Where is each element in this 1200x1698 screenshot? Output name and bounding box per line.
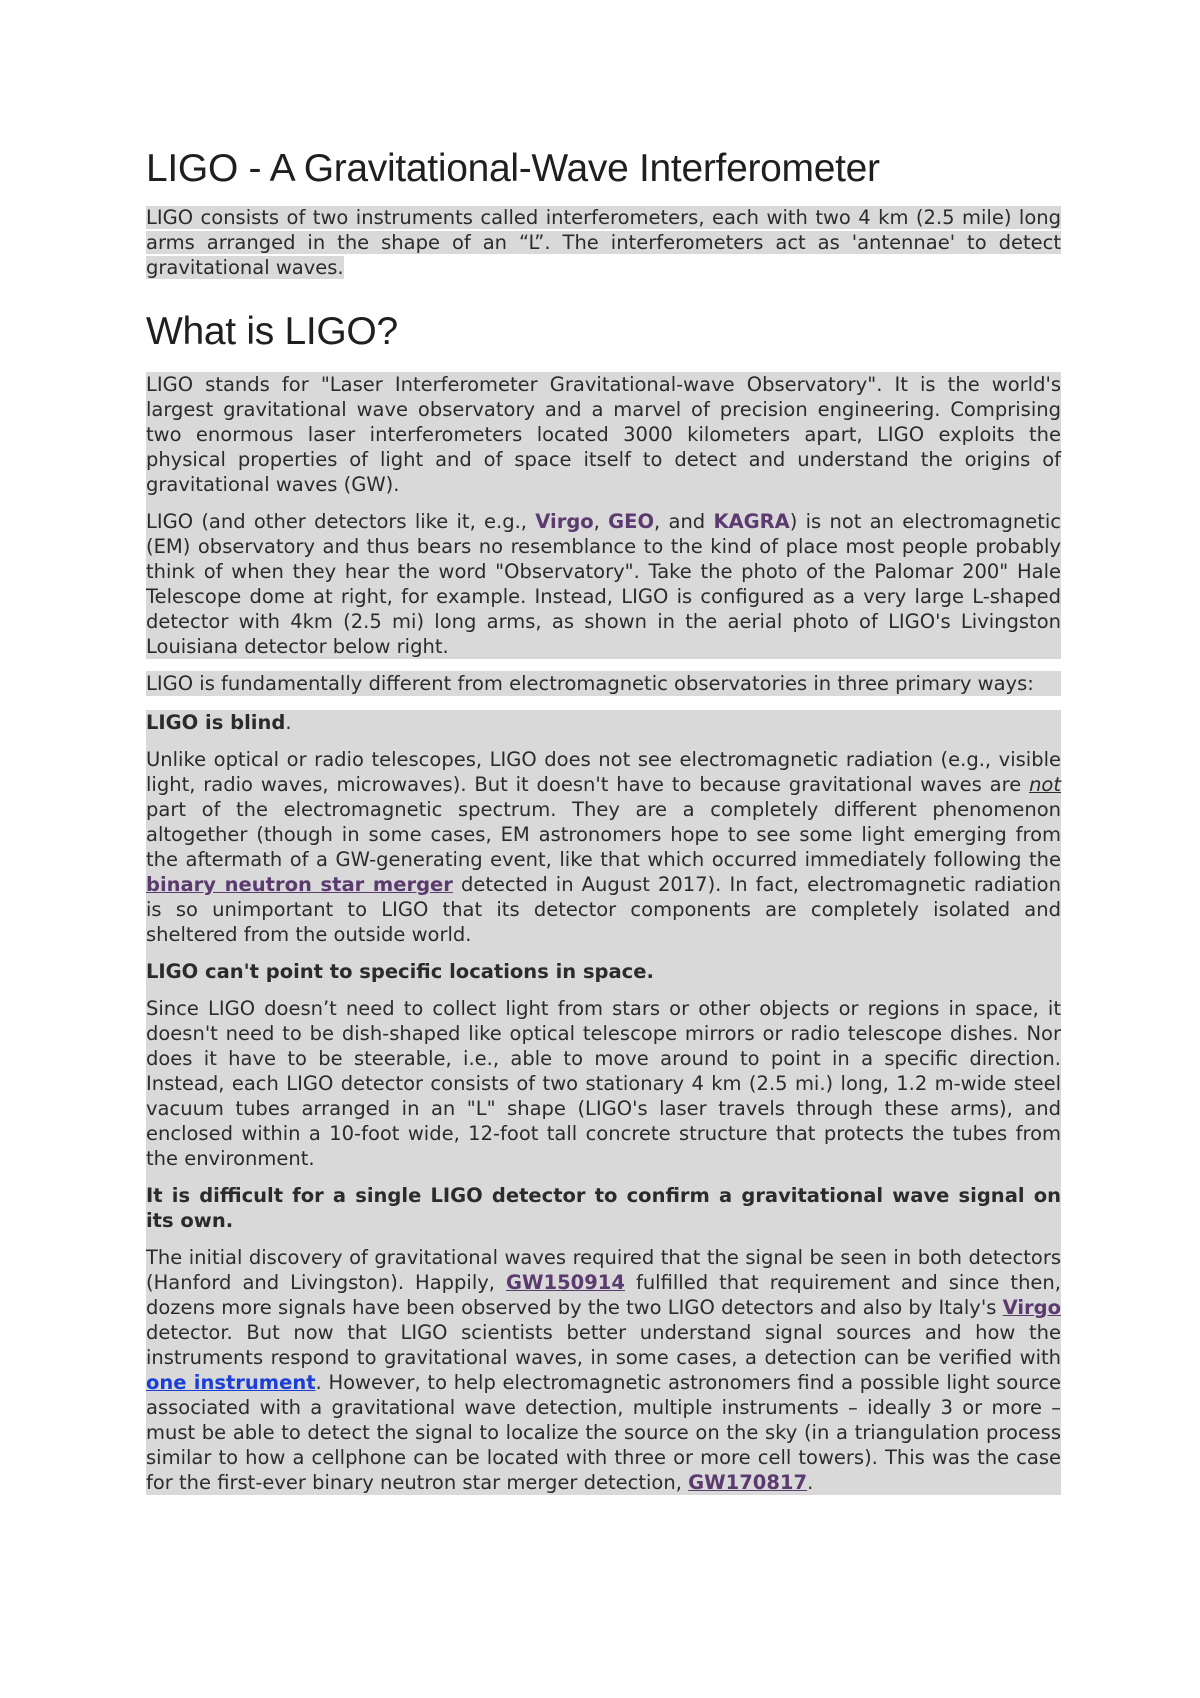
- point2-heading: LIGO can't point to specific locations in space.: [146, 960, 654, 983]
- highlighted-content: [146, 372, 1061, 659]
- paragraph-gap: [146, 1233, 1061, 1245]
- point3-text-3: detector. But now that LIGO scientists better understand signal sources and how the instruments respond to gravitational waves, in some cases, a detection can be verified with: [146, 1321, 1061, 1369]
- binary-neutron-star-merger-link[interactable]: binary neutron star merger: [146, 873, 453, 896]
- paragraph-gap: [146, 735, 1061, 747]
- kagra-link[interactable]: KAGRA: [713, 510, 790, 533]
- point1-heading-text: LIGO is blind: [146, 711, 286, 734]
- para2-text-before: LIGO (and other detectors like it, e.g.,: [146, 510, 536, 533]
- document-page: [146, 145, 1061, 1495]
- point3-text-1: The initial discovery of gravitational waves required that the signal be seen in both detectors (Hanford and Livingston). Happily,: [146, 1246, 1061, 1294]
- intro-paragraph: [146, 205, 1061, 280]
- paragraph-gap: [146, 1171, 1061, 1183]
- paragraph-not-em-observatory: [146, 509, 1061, 659]
- geo-link[interactable]: GEO: [608, 510, 655, 533]
- virgo-detector-link[interactable]: Virgo: [1002, 1296, 1061, 1319]
- para2-text-after: ) is not an electromagnetic (EM) observatory and thus bears no resemblance to the kind of place most people probably think of when they hear the word "Observatory". Take the photo of the Palomar 200" Hale Telescope dome at right, for example. Instead, LIGO is configured as a very large L-shaped detector with 4km (2.5 mi) long arms, as shown in the aerial photo of LIGO's Livingston Louisiana detector below right.: [146, 510, 1061, 658]
- point3-heading: It is difficult for a single LIGO detector to confirm a gravitational wave signal on its own.: [146, 1184, 1061, 1232]
- paragraph-gap: [146, 947, 1061, 959]
- page-title: LIGO - A Gravitational-Wave Interferometer: [146, 147, 880, 190]
- one-instrument-link[interactable]: one instrument: [146, 1371, 316, 1394]
- point1-body: [146, 747, 1061, 947]
- point1-text-2: part of the electromagnetic spectrum. They are a completely different phenomenon altogether (though in some cases, EM astronomers hope to see some light emerging from the aftermath of a GW-generating event, like that which occurred immediately following the: [146, 798, 1061, 871]
- point3-body: [146, 1245, 1061, 1495]
- para2-separator-1: ,: [593, 510, 609, 533]
- point2-body: Since LIGO doesn’t need to collect light from stars or other objects or regions in space, it doesn't need to be dish-shaped like optical telescope mirrors or radio telescope dishes. Nor does it have to be steerable, i.e., able to move around to point in a specific direction. Instead, each LIGO detector consists of two stationary 4 km (2.5 mi.) long, 1.2 m-wide steel vacuum tubes arranged in an "L" shape (LIGO's laser travels through these arms), and enclosed within a 10-foot wide, 12-foot tall concrete structure that protects the tubes from the environment.: [146, 997, 1061, 1170]
- point3-text-2: fulfilled that requirement and since then, dozens more signals have been observed by the two LIGO detectors and also by Italy's: [146, 1271, 1061, 1319]
- paragraph-gap: [146, 497, 1061, 509]
- point1-text-1: Unlike optical or radio telescopes, LIGO does not see electromagnetic radiation (e.g., visible light, radio waves, microwaves). But it doesn't have to because gravitational waves are: [146, 748, 1061, 796]
- gw150914-link[interactable]: GW150914: [506, 1271, 625, 1294]
- white-gap-2: [146, 696, 1061, 710]
- para2-separator-2: , and: [654, 510, 714, 533]
- paragraph-gap: [146, 984, 1061, 996]
- point3-text-4: . However, to help electromagnetic astronomers find a possible light source associated with a gravitational wave detection, multiple instruments – ideally 3 or more – must be able to detect the signal to localize the source on the sky (in a triangulation process similar to how a cellphone can be located with three or more cell towers). This was the case for the first-ever binary neutron star merger detection,: [146, 1371, 1061, 1494]
- paragraph-three-ways: LIGO is fundamentally different from electromagnetic observatories in three primary ways:: [146, 672, 1034, 695]
- point1-text-3: detected in August 2017). In fact, electromagnetic radiation is so unimportant to LIGO that its detector components are completely isolated and sheltered from the outside world.: [146, 873, 1061, 946]
- virgo-link[interactable]: Virgo: [535, 510, 594, 533]
- point1-heading-suffix: .: [285, 711, 292, 734]
- point1-heading: [146, 710, 1061, 735]
- section-heading: What is LIGO?: [146, 310, 398, 353]
- paragraph-what-is-ligo: LIGO stands for "Laser Interferometer Gravitational-wave Observatory". It is the world's largest gravitational wave observatory and a marvel of precision engineering. Comprising two enormous laser interferometers located 3000 kilometers apart, LIGO exploits the physical properties of light and of space itself to detect and understand the origins of gravitational waves (GW).: [146, 373, 1061, 496]
- emphasis-not: not: [1029, 773, 1061, 796]
- gw170817-link[interactable]: GW170817: [688, 1471, 808, 1494]
- point3-text-5: .: [807, 1471, 814, 1494]
- intro-text: LIGO consists of two instruments called interferometers, each with two 4 km (2.5 mile) long arms arranged in the shape of an “L”. The interferometers act as 'antennae' to detect gravitational waves.: [146, 206, 1061, 279]
- highlighted-content-2: [146, 671, 1061, 696]
- white-gap: [146, 659, 1061, 671]
- highlighted-content-3: [146, 710, 1061, 1495]
